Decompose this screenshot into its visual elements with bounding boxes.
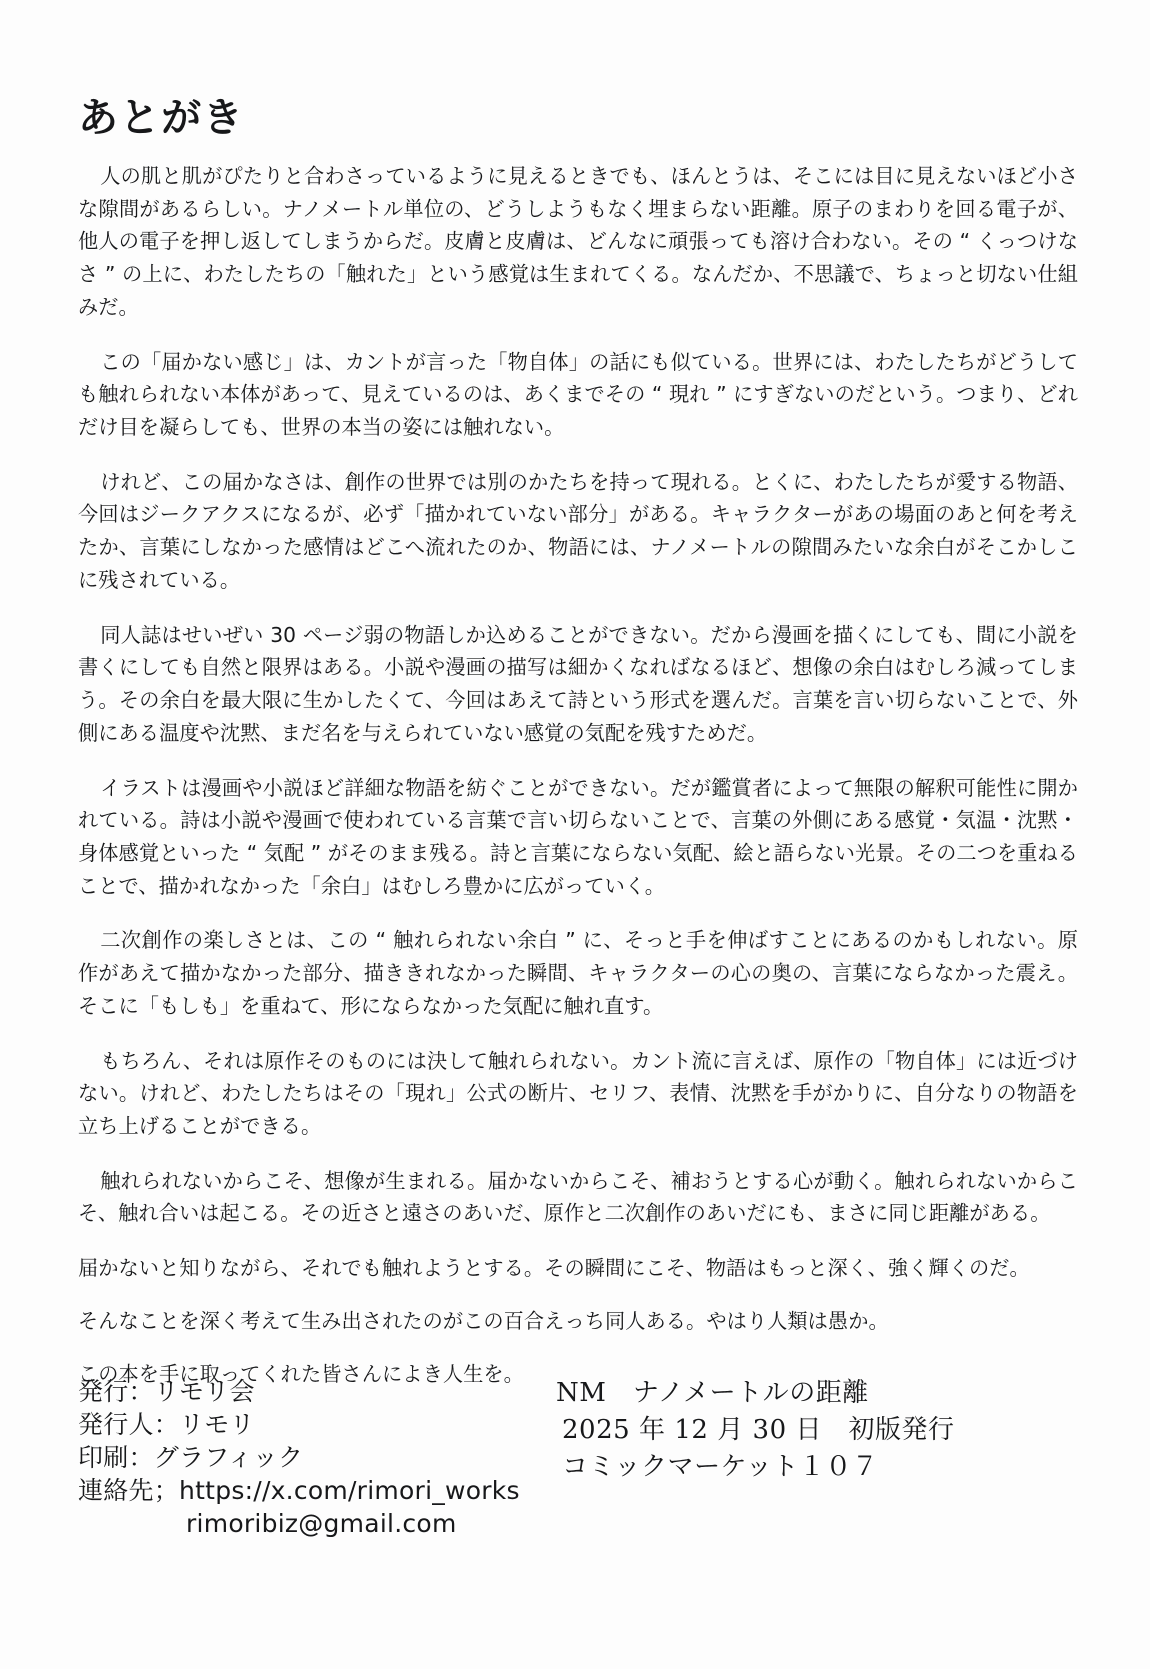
paragraph: けれど、この届かなさは、創作の世界では別のかたちを持って現れる。とくに、わたしたちが愛する物語、今回はジークアクスになるが、必ず「描かれていない部分」がある。キャラクターがあの場面のあと何を考えたか、言葉にしなかった感情はどこへ流れたのか、物語には、ナノメートルの隙間みたいな余白がそこかしこに残されている。 — [78, 469, 1078, 592]
colophon-contact-email[interactable]: rimoribiz@gmail.com — [186, 1509, 457, 1538]
page-content — [78, 96, 1078, 1410]
page-title: あとがき — [78, 95, 245, 141]
colophon-event-name: コミックマーケット１０７ — [562, 1451, 879, 1482]
colophon-printer: 印刷：グラフィック — [78, 1443, 304, 1472]
colophon-book-title: NM ナノメートルの距離 — [556, 1378, 869, 1408]
colophon-publication-date: 2025 年 12 月 30 日 初版発行 — [562, 1414, 955, 1445]
paragraph: もちろん、それは原作そのものには決して触れられない。カント流に言えば、原作の「物自体」には近づけない。けれど、わたしたちはその「現れ」公式の断片、セリフ、表情、沈黙を手がかりに、自分なりの物語を立ち上げることができる。 — [78, 1048, 1078, 1138]
paragraph: 同人誌はせいぜい 30 ページ弱の物語しか込めることができない。だから漫画を描くにしても、間に小説を書くにしても自然と限界はある。小説や漫画の描写は細かくなればなるほど、想像の余白はむしろ減ってしまう。その余白を最大限に生かしたくて、今回はあえて詩という形式を選んだ。言葉を言い切らないことで、外側にある温度や沈黙、まだ名を与えられていない感覚の気配を残すためだ。 — [78, 622, 1078, 745]
colophon-publisher-block — [78, 1375, 548, 1540]
paragraph: イラストは漫画や小説ほど詳細な物語を紡ぐことができない。だが鑑賞者によって無限の解釈可能性に開かれている。詩は小説や漫画で使われている言葉で言い切らないことで、言葉の外側にある感覚・気温・沈黙・身体感覚といった “ 気配 ” がそのまま残る。詩と言葉にならない気配、絵と語らない光景。その二つを重ねることで、描かれなかった「余白」はむしろ豊かに広がっていく。 — [78, 775, 1078, 898]
closing-line: そんなことを深く考えて生み出されたのがこの百合えっち同人ある。やはり人類は愚か。 — [78, 1308, 889, 1333]
closing-line: この本を手に取ってくれた皆さんによき人生を。 — [78, 1361, 524, 1386]
closing-line: 届かないと知りながら、それでも触れようとする。その瞬間にこそ、物語はもっと深く、強く輝くのだ。 — [78, 1256, 1030, 1281]
colophon-contact-url[interactable]: 連絡先；https://x.com/rimori_works — [78, 1476, 520, 1505]
paragraph: 二次創作の楽しさとは、この “ 触れられない余白 ” に、そっと手を伸ばすことにあるのかもしれない。原作があえて描かなかった部分、描ききれなかった瞬間、キャラクターの心の奥の、言葉にならなかった震え。そこに「もしも」を重ねて、形にならなかった気配に触れ直す。 — [78, 928, 1078, 1018]
colophon-publisher-person: 発行人：リモリ — [78, 1410, 255, 1439]
paragraph: 人の肌と肌がぴたりと合わさっているように見えるときでも、ほんとうは、そこには目に見えないほど小さな隙間があるらしい。ナノメートル単位の、どうしようもなく埋まらない距離。原子のまわりを回る電子が、他人の電子を押し返してしまうからだ。皮膚と皮膚は、どんなに頑張っても溶け合わない。その “ くっつけなさ ” の上に、わたしたちの「触れた」という感覚は生まれてくる。なんだか、不思議で、ちょっと切ない仕組みだ。 — [78, 164, 1078, 319]
paragraph: この「届かない感じ」は、カントが言った「物自体」の話にも似ている。世界には、わたしたちがどうしても触れられない本体があって、見えているのは、あくまでその “ 現れ ” にすぎないのだという。つまり、どれだけ目を凝らしても、世界の本当の姿には触れない。 — [78, 349, 1078, 440]
afterword-body — [78, 160, 1078, 1390]
colophon — [78, 1375, 1078, 1540]
paragraph: 触れられないからこそ、想像が生まれる。届かないからこそ、補おうとする心が動く。触れられないからこそ、触れ合いは起こる。その近さと遠さのあいだ、原作と二次創作のあいだにも、まさに同じ距離がある。 — [78, 1168, 1078, 1226]
colophon-title-block — [556, 1375, 955, 1486]
colophon-publisher: 発行：リモリ会 — [78, 1377, 255, 1406]
